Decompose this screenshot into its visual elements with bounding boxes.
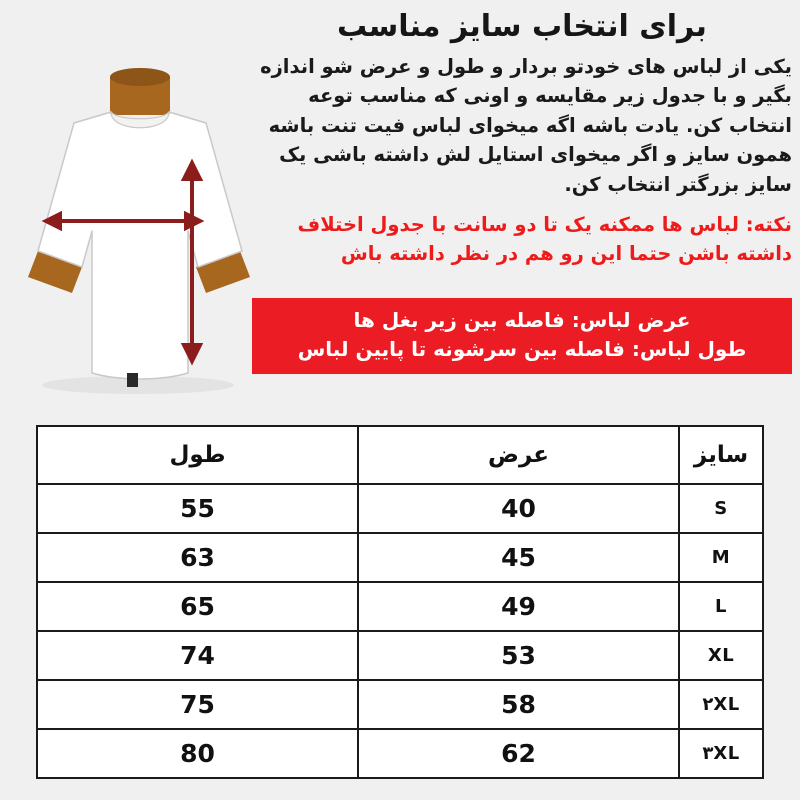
table-row (37, 729, 763, 778)
cell-length: 55 (37, 484, 358, 533)
cell-length: 63 (37, 533, 358, 582)
cell-width: 58 (358, 680, 679, 729)
cell-size: ۲XL (679, 680, 763, 729)
cell-length: 65 (37, 582, 358, 631)
cell-size: M (679, 533, 763, 582)
cell-size: S (679, 484, 763, 533)
page-title: برای انتخاب سایز مناسب (337, 9, 707, 44)
size-table (36, 425, 764, 779)
header-length: طول (37, 426, 358, 484)
cell-size: XL (679, 631, 763, 680)
definition-width: عرض لباس: فاصله بین زیر بغل ها (353, 308, 691, 332)
intro-text-block (252, 8, 792, 288)
cell-width: 40 (358, 484, 679, 533)
definition-box (252, 298, 792, 374)
table-row (37, 680, 763, 729)
definition-length: طول لباس: فاصله بین سرشونه تا پایین لباس (297, 337, 747, 361)
cell-width: 49 (358, 582, 679, 631)
cell-width: 62 (358, 729, 679, 778)
table-header-row (37, 426, 763, 484)
tshirt-illustration (10, 55, 260, 400)
table-row (37, 533, 763, 582)
cell-width: 45 (358, 533, 679, 582)
table-row (37, 631, 763, 680)
cell-length: 80 (37, 729, 358, 778)
table-row (37, 582, 763, 631)
cell-size: ۳XL (679, 729, 763, 778)
note-text: نکته: لباس ها ممکنه یک تا دو سانت با جدول اختلاف داشته باشن حتما این رو هم در نظر داشته باش (297, 212, 792, 265)
cell-length: 74 (37, 631, 358, 680)
cell-length: 75 (37, 680, 358, 729)
intro-paragraph: یکی از لباس های خودتو بردار و طول و عرض شو اندازه بگیر و با جدول زیر مقایسه و اونی که مناسب توعه انتخاب کن. یادت باشه اگه میخوای لباس فیت تنت باشه همون سایز و اگر میخوای استایل لش داشته باشی یک سایز بزرگتر انتخاب کن. (260, 54, 792, 196)
header-size: سایز (679, 426, 763, 484)
cell-size: L (679, 582, 763, 631)
header-width: عرض (358, 426, 679, 484)
size-table-wrapper (38, 425, 764, 779)
table-row (37, 484, 763, 533)
cell-width: 53 (358, 631, 679, 680)
